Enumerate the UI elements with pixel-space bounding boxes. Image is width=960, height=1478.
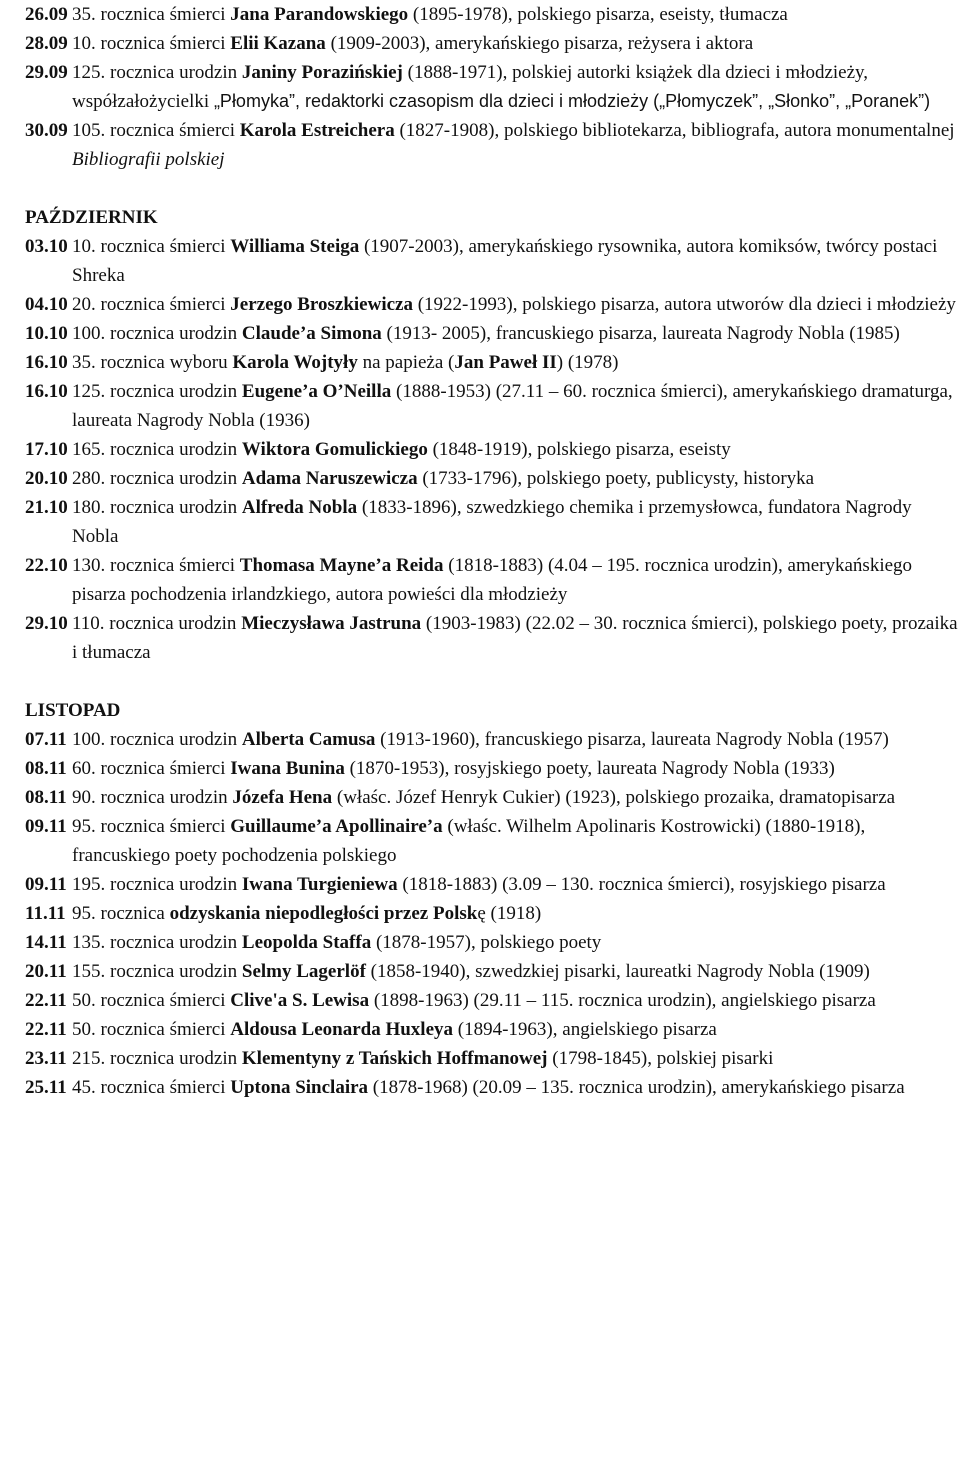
calendar-entry: [25, 1015, 960, 1044]
entry-date: 29.10: [25, 613, 68, 634]
entry-text: [72, 464, 960, 493]
calendar-entry: [25, 116, 960, 174]
entry-text-fragment: 195. rocznica urodzin: [72, 874, 242, 895]
entry-date: 09.11: [25, 874, 67, 895]
entry-date: 03.10: [25, 236, 68, 257]
entry-text-fragment: (właśc. Wilhelm Apolinaris Kostrowicki) (1880-1918), francuskiego poety pochodzenia polskiego: [72, 816, 866, 866]
entry-text-fragment: (1848-1919), polskiego pisarza, eseisty: [427, 439, 731, 460]
calendar-entry: [25, 0, 960, 29]
work-title: Bibliografii polskiej: [72, 149, 225, 170]
person-name: Karola Estreichera: [239, 120, 395, 141]
calendar-entry: [25, 464, 960, 493]
entry-text-fragment: 125. rocznica urodzin: [72, 62, 242, 83]
entry-text-fragment: 90. rocznica urodzin: [72, 787, 233, 808]
person-name: Thomasa Mayne’a Reida: [239, 555, 444, 576]
entry-text-fragment: 95. rocznica śmierci: [72, 816, 231, 837]
entry-text-fragment: (1909-2003), amerykańskiego pisarza, reżysera i aktora: [325, 33, 754, 54]
calendar-entry: [25, 928, 960, 957]
entry-date: 07.11: [25, 729, 67, 750]
entry-text-fragment: (1878-1957), polskiego poety: [371, 932, 602, 953]
entry-date: 10.10: [25, 323, 68, 344]
calendar-entry: [25, 493, 960, 551]
calendar-entry: [25, 319, 960, 348]
person-name: Iwana Bunina: [230, 758, 345, 779]
entry-text-fragment: 10. rocznica śmierci: [72, 236, 231, 257]
entry-text: [72, 232, 960, 290]
entry-date: 25.11: [25, 1077, 67, 1098]
person-name: Karola Wojtyły: [232, 352, 358, 373]
entry-date: 23.11: [25, 1048, 67, 1069]
entry-text: [72, 986, 960, 1015]
calendar-entry: [25, 957, 960, 986]
entry-text-fragment: (1878-1968) (20.09 – 135. rocznica urodzin), amerykańskiego pisarza: [368, 1077, 905, 1098]
entry-text-fragment: ę (1918): [477, 903, 542, 924]
entry-text-fragment: (1922-1993), polskiego pisarza, autora utworów dla dzieci i młodzieży: [412, 294, 956, 315]
calendar-entry: [25, 551, 960, 609]
entry-text: [72, 609, 960, 667]
entry-text-fragment: 135. rocznica urodzin: [72, 932, 242, 953]
person-name: Claude’a Simona: [241, 323, 382, 344]
calendar-entry: [25, 58, 960, 116]
entry-text-fragment: 155. rocznica urodzin: [72, 961, 242, 982]
entry-text-fragment: ) (1978): [556, 352, 619, 373]
entry-date: 08.11: [25, 787, 67, 808]
entry-date: 04.10: [25, 294, 68, 315]
calendar-entry: [25, 812, 960, 870]
entry-text-fragment: 35. rocznica wyboru: [72, 352, 233, 373]
calendar-entry: [25, 783, 960, 812]
entry-text: [72, 754, 960, 783]
person-name: Clive'a S. Lewisa: [230, 990, 370, 1011]
entry-text: [72, 725, 960, 754]
calendar-entry: [25, 232, 960, 290]
entry-text-fragment: 50. rocznica śmierci: [72, 990, 231, 1011]
entry-text: [72, 957, 960, 986]
entry-text: [72, 290, 960, 319]
entry-text: [72, 928, 960, 957]
entry-text: [72, 783, 960, 812]
entry-date: 22.11: [25, 1019, 67, 1040]
entry-text-fragment: (1818-1883) (3.09 – 130. rocznica śmierci), rosyjskiego pisarza: [397, 874, 886, 895]
calendar-entry: [25, 1044, 960, 1073]
entry-date: 16.10: [25, 352, 68, 373]
entry-text-fragment: (1913- 2005), francuskiego pisarza, laureata Nagrody Nobla (1985): [381, 323, 900, 344]
entry-text-fragment: (1898-1963) (29.11 – 115. rocznica urodzin), angielskiego pisarza: [369, 990, 876, 1011]
person-name: Alberta Camusa: [241, 729, 376, 750]
person-name: Williama Steiga: [230, 236, 360, 257]
entry-text-fragment: (1827-1908), polskiego bibliotekarza, bibliografa, autora monumentalnej: [394, 120, 955, 141]
entry-text: [72, 58, 960, 116]
entry-text-fragment: (1895-1978), polskiego pisarza, eseisty, tłumacza: [408, 4, 788, 25]
entry-text-fragment: 100. rocznica urodzin: [72, 323, 242, 344]
entry-text-fragment: (1818-1883) (4.04 – 195. rocznica urodzin), amerykańskiego pisarza pochodzenia irlandzkiego, autora powieści dla młodzieży: [72, 555, 913, 605]
entry-text-fragment: 165. rocznica urodzin: [72, 439, 242, 460]
section-spacer: [25, 174, 960, 203]
person-name: Guillaume’a Apollinaire’a: [230, 816, 443, 837]
entry-date: 22.10: [25, 555, 68, 576]
entry-date: 11.11: [25, 903, 66, 924]
entry-text-fragment: 280. rocznica urodzin: [72, 468, 242, 489]
entry-text: [72, 899, 960, 928]
entry-text-fragment: (1888-1971), polskiej autorki książek dla dzieci i młodzieży, współzałożycielki: [72, 62, 869, 112]
entry-text: [72, 348, 960, 377]
entry-text-fragment: 130. rocznica śmierci: [72, 555, 240, 576]
entry-text: [72, 116, 960, 174]
entry-date: 16.10: [25, 381, 68, 402]
entry-date: 09.11: [25, 816, 67, 837]
person-name: Adama Naruszewicza: [241, 468, 418, 489]
entry-text-fragment: 125. rocznica urodzin: [72, 381, 242, 402]
person-name: odzyskania niepodległości przez Polsk: [169, 903, 478, 924]
person-name: Iwana Turgieniewa: [241, 874, 398, 895]
person-name: Uptona Sinclaira: [230, 1077, 369, 1098]
entry-text-fragment: (właśc. Józef Henryk Cukier) (1923), polskiego prozaika, dramatopisarza: [332, 787, 896, 808]
entry-text-fragment: 10. rocznica śmierci: [72, 33, 231, 54]
entry-text: [72, 377, 960, 435]
entry-text: [72, 29, 960, 58]
entry-text-fragment: (1888-1953) (27.11 – 60. rocznica śmierci), amerykańskiego dramaturga, laureata Nagrody Nobla (1936): [72, 381, 953, 431]
calendar-entry: [25, 1073, 960, 1102]
entry-text-fragment: na papieża (: [357, 352, 455, 373]
entry-date: 30.09: [25, 120, 68, 141]
entry-text-fragment: (1913-1960), francuskiego pisarza, laureata Nagrody Nobla (1957): [375, 729, 889, 750]
calendar-entry: [25, 435, 960, 464]
person-name: Selmy Lagerlöf: [241, 961, 366, 982]
entry-text-fragment: 110. rocznica urodzin: [72, 613, 242, 634]
calendar-entry: [25, 290, 960, 319]
person-name: Jan Paweł II: [454, 352, 557, 373]
person-name: Janiny Porazińskiej: [241, 62, 403, 83]
entry-text: [72, 1044, 960, 1073]
calendar-entry: [25, 29, 960, 58]
entry-text-fragment: 180. rocznica urodzin: [72, 497, 242, 518]
entry-text-fragment: 60. rocznica śmierci: [72, 758, 231, 779]
calendar-entry: [25, 725, 960, 754]
entry-text-fragment: (1733-1796), polskiego poety, publicysty, historyka: [417, 468, 815, 489]
entry-date: 20.10: [25, 468, 68, 489]
entry-text-fragment: (1903-1983) (22.02 – 30. rocznica śmierci), polskiego poety, prozaika i tłumacza: [72, 613, 958, 663]
calendar-entry: [25, 609, 960, 667]
month-heading: PAŹDZIERNIK: [25, 207, 158, 228]
entry-text: [72, 551, 960, 609]
person-name: Elii Kazana: [230, 33, 326, 54]
person-name: Jana Parandowskiego: [230, 4, 409, 25]
person-name: Alfreda Nobla: [241, 497, 358, 518]
entry-text-fragment: (1798-1845), polskiej pisarki: [547, 1048, 774, 1069]
entry-text-fragment: (1858-1940), szwedzkiej pisarki, laureatki Nagrody Nobla (1909): [365, 961, 870, 982]
person-name: Aldousa Leonarda Huxleya: [230, 1019, 454, 1040]
entry-text: [72, 1073, 960, 1102]
entry-text-fragment: 100. rocznica urodzin: [72, 729, 242, 750]
person-name: Mieczysława Jastruna: [241, 613, 422, 634]
entry-text-fragment: 50. rocznica śmierci: [72, 1019, 231, 1040]
entry-date: 29.09: [25, 62, 68, 83]
calendar-entry: [25, 377, 960, 435]
entry-text-fragment: 35. rocznica śmierci: [72, 4, 231, 25]
entry-text-fragment: 95. rocznica: [72, 903, 170, 924]
person-name: Józefa Hena: [232, 787, 333, 808]
person-name: Klementyny z Tańskich Hoffmanowej: [241, 1048, 548, 1069]
entry-text-fragment: (1894-1963), angielskiego pisarza: [453, 1019, 717, 1040]
entry-text-fragment: 20. rocznica śmierci: [72, 294, 231, 315]
entry-text-fragment: 45. rocznica śmierci: [72, 1077, 231, 1098]
entry-text: [72, 435, 960, 464]
entry-date: 17.10: [25, 439, 68, 460]
entry-date: 21.10: [25, 497, 68, 518]
person-name: Eugene’a O’Neilla: [241, 381, 392, 402]
entry-text: [72, 493, 960, 551]
entry-text-fragment: (1907-2003), amerykańskiego rysownika, autora komiksów, twórcy postaci Shreka: [72, 236, 938, 286]
entry-text: [72, 1015, 960, 1044]
entry-text-fragment: (1833-1896), szwedzkiego chemika i przemysłowca, fundatora Nagrody Nobla: [72, 497, 912, 547]
entry-text-fragment: (1870-1953), rosyjskiego poety, laureata Nagrody Nobla (1933): [344, 758, 835, 779]
person-name: Wiktora Gomulickiego: [241, 439, 428, 460]
calendar-entry: [25, 348, 960, 377]
entry-date: 26.09: [25, 4, 68, 25]
entry-text-fragment: 105. rocznica śmierci: [72, 120, 240, 141]
calendar-entry: [25, 870, 960, 899]
entry-date: 20.11: [25, 961, 67, 982]
calendar-entry: [25, 899, 960, 928]
entry-text-fragment: 215. rocznica urodzin: [72, 1048, 242, 1069]
calendar-entry: [25, 986, 960, 1015]
calendar-entry: [25, 754, 960, 783]
magazine-titles: „Płomyka”, redaktorki czasopism dla dzieci i młodzieży („Płomyczek”, „Słonko”, „Poranek”): [213, 91, 931, 111]
section-spacer: [25, 667, 960, 696]
entry-date: 14.11: [25, 932, 67, 953]
person-name: Leopolda Staffa: [241, 932, 372, 953]
person-name: Jerzego Broszkiewicza: [230, 294, 413, 315]
entry-text: [72, 870, 960, 899]
entry-date: 08.11: [25, 758, 67, 779]
month-heading: LISTOPAD: [25, 700, 121, 721]
entry-text: [72, 0, 960, 29]
entry-date: 28.09: [25, 33, 68, 54]
entry-text: [72, 319, 960, 348]
entry-date: 22.11: [25, 990, 67, 1011]
entry-text: [72, 812, 960, 870]
